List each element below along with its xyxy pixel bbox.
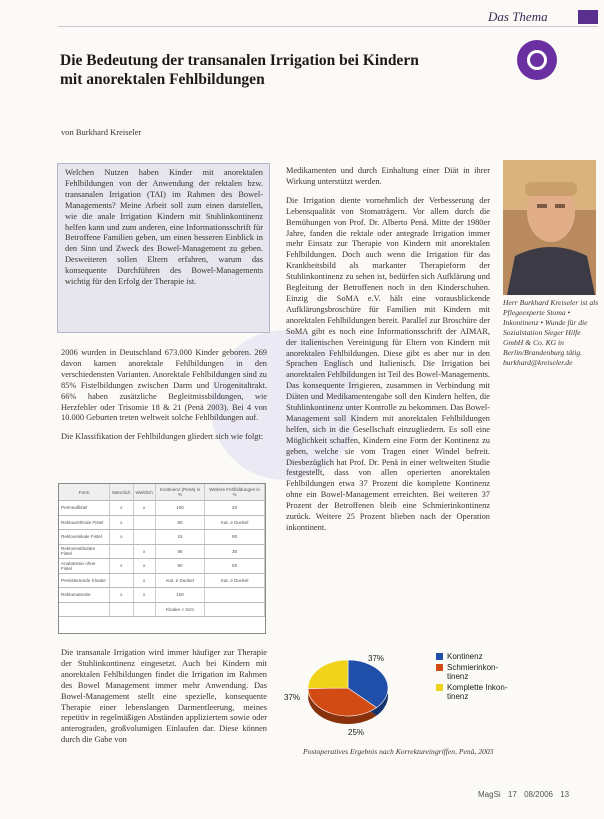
magazine-name: MagSi	[478, 790, 501, 799]
photo-caption: Herr Burkhard Kreiseler ist als Pflegeexperte Stoma • Inkontinenz • Wunde für die Sozialstation Sieger Hilfe GmbH & Co. KG in Berlin/Brandenburg tätig. burkhard@kreiseler.de	[503, 298, 599, 367]
table-cell: x	[110, 588, 133, 603]
page-footer	[478, 790, 574, 799]
table-cell: Kloake < 3cm	[155, 602, 204, 617]
table-cell: x	[133, 501, 155, 516]
legend-label: Komplette Inkon- tinenz	[447, 682, 508, 702]
table-cell: x	[133, 588, 155, 603]
legend-swatch	[436, 664, 443, 671]
table-header-cell: Weiblich	[133, 484, 155, 501]
legend-label: Kontinenz	[447, 652, 483, 661]
table-header-cell: Männlich	[110, 484, 133, 501]
table-cell	[133, 530, 155, 545]
table-cell: 80	[155, 515, 204, 530]
table-cell	[133, 602, 155, 617]
paragraph: Die Klassifikation der Fehlbildungen gliedert sich wie folgt:	[61, 432, 264, 442]
article-author: von Burkhard Kreiseler	[61, 127, 142, 137]
legend-item	[436, 683, 546, 702]
table-cell: Rektourethrale Fistel	[59, 515, 110, 530]
table-cell: x	[110, 501, 133, 516]
table-cell: Rektovestibuläre Fistel	[59, 544, 110, 559]
table-row	[59, 559, 265, 574]
table-cell: 100	[155, 588, 204, 603]
paragraph: Die Irrigation diente vornehmlich der Verbesserung der Lebensqualität von Stomaträgern. Vor allem durch die Bemühungen von Prof. Dr. Alberto Penä. Mitte der 1980er Jahre, fanden die rektale oder antegrade Irrigation immer mehr Einsatz zur Therapie von Kindern mit anorektalen Fehlbildungen. Doch auch wenn die Irrigation für das Krankheitsbild als markanter Therapieform der Stuhlinkontinenz zu sehen ist, bedürfen sich Aufklärung und Begleitung der Betroffenen noch in den Kinderschuhen. Einzig die SoMA e.V. hält eine vorausblickende Aufklärungsbroschüre für Familien mit Kindern mit anorektalen Fehlbildungen bereit. Parallel zur Broschüre der SoMA gibt es noch eine Informationsschrift der AIMAR, der italienischen Vereinigung für Eltern von Kindern mit anorektalen Fehlbildungen. Diese gibt es aber nur in den Sprachen Englisch und Italienisch. Die Irrigation bei anorektalen Fehlbildungen ist Teil des Bowel-Managements. Das konsequente Irrigieren, zusammen in Verbindung mit Diäten und Medikamentengabe soll den Kindern helfen, die Stuhlinkontinenz unter Kontrolle zu bekommen. Das Bowel-Management soll Kindern mit anorektalen Fehlbildungen helfen, sich in die Gesellschaft einzugliedern. Es soll eine Möglichkeit schaffen, Kindern eine Form der Kontinenz zu geben, welche sie vom Tragen einer Windel befreit. Diesbezüglich hat Prof. Dr. Penä in einer weltweiten Studie festgestellt, dass von allen operierten anorektalen Fehlbildungen etwa 37 Prozent die komplette Kontinenz ohne ein Bowel-Management erreichten. Bei weiteren 37 Prozent der Betroffenen bleib eine Schmierinkontinenz zurück. Weitere 25 Prozent blieben nach der Operation inkontinent.	[286, 195, 490, 532]
section-tag: Das Thema	[488, 9, 548, 24]
table-cell: x	[133, 559, 155, 574]
table-cell	[110, 544, 133, 559]
column-1-bottom-text	[61, 648, 267, 754]
table-cell: 15	[155, 530, 204, 545]
column-1-text	[61, 348, 267, 451]
pie-value-label: 37%	[368, 654, 385, 663]
table-header-cell: Weitere Fehlbildungen in %	[205, 484, 265, 501]
chart-caption: Postoperatives Ergebnis nach Korrektureingriffen, Penä, 2003	[303, 747, 494, 756]
paragraph: Medikamenten und durch Einhaltung einer Diät in ihrer Wirkung unterstützt werden.	[286, 166, 490, 186]
intro-text: Welchen Nutzen haben Kinder mit anorektalen Fehlbildungen von der Anwendung der rektalen bzw. transanalen Irrigation (TAI) im Rahmen des Bowel-Managements? Meine Arbeit soll zum einen darstellen, wie die anale Irrigation Kindern mit Stuhlinkontinenz helfen kann und zum anderen, eine Informationsschrift für Betroffene Familien geben, um einen besseren Einblick in den Sinn und Zweck des Bowel-Management zu geben. Desweiteren sollen Eltern erfahren, warum das konsequente Durchführen des Bowel-Managements wichtig für den Erfolg der Therapie ist.	[65, 168, 263, 287]
table-cell: Analatresie ohne Fistel	[59, 559, 110, 574]
article-title: Die Bedeutung der transanalen Irrigation bei Kindern mit anorektalen Fehlbildungen	[60, 52, 419, 88]
table-cell: Kat. e Dunkel	[205, 515, 265, 530]
header-rule	[58, 26, 598, 27]
table-header-cell: Kontinenz (Penä) in %	[155, 484, 204, 501]
table-cell: Perinealfistel	[59, 501, 110, 516]
table-cell	[59, 602, 110, 617]
table-cell: Rektumatresie	[59, 588, 110, 603]
pie-value-label: 37%	[284, 693, 301, 702]
table-cell	[133, 515, 155, 530]
table-cell: 20	[205, 501, 265, 516]
issue-number: 17	[507, 790, 517, 799]
table-cell: 90	[155, 559, 204, 574]
table-cell: x	[133, 544, 155, 559]
table-row	[59, 573, 265, 588]
legend-swatch	[436, 653, 443, 660]
section-color-bar	[578, 10, 598, 24]
table-row	[59, 588, 265, 603]
issue-date: 08/2006	[524, 790, 553, 799]
table-cell	[205, 588, 265, 603]
table-cell: x	[110, 559, 133, 574]
table-header-row	[59, 484, 265, 501]
table-cell: 90	[205, 530, 265, 545]
table-cell: Kat. e Dunkel	[205, 573, 265, 588]
table-cell	[110, 602, 133, 617]
pie-slice-komplette-inkontinenz	[308, 660, 348, 688]
author-photo	[503, 160, 596, 295]
table-header-cell: Form	[59, 484, 110, 501]
table-cell: 50	[205, 559, 265, 574]
table-cell	[205, 602, 265, 617]
table-cell: 95	[155, 544, 204, 559]
table-cell: x	[133, 573, 155, 588]
paragraph: 2006 wurden in Deutschland 673.000 Kinder geboren. 269 davon kamen anorektale Fehlbildungen in den verschiedensten Varianten. Anorektale Fehlbildungen sind zu 85% Fistelbildungen zwischen Darm und Urogenitaltrakt. 66% haben zusätzliche Begleitmissbildungen, wie Herzfehler oder Trisomie 18 & 21 (Penä 2003). Bei 4 von 10.000 Geburten treten weltweit solche Fehlbildungen auf.	[61, 348, 267, 423]
intro-box	[57, 163, 270, 333]
legend-item	[436, 663, 546, 682]
table-row	[59, 515, 265, 530]
legend-swatch	[436, 684, 443, 691]
table-cell: Rektovesikale Fistel	[59, 530, 110, 545]
pie-value-label: 25%	[348, 728, 365, 737]
table-cell: x	[110, 515, 133, 530]
table-cell: 30	[205, 544, 265, 559]
table-cell: Persistierende Kloake	[59, 573, 110, 588]
table-cell	[110, 573, 133, 588]
classification-table	[58, 483, 266, 634]
paragraph: Die transanale Irrigation wird immer häufiger zur Therapie der Stuhlinkontinenz eingesetzt. Auch bei Kindern mit anorektalen Fehlbildungen findet die Irrigation im Rahmen des Bowel Management immer mehr Anwendung. Das Bowel-Management stellt eine spezielle, konsequente Therapie einer lebenslangen Darmentleerung, meines repetitiv in regelmäßigen Abständen appliziertem sowie oder anterograden, großvolumigen Einlaufen dar. Diese können durch die Gabe von	[61, 648, 267, 745]
table-row	[59, 501, 265, 516]
table-cell: x	[110, 530, 133, 545]
legend-item	[436, 652, 546, 662]
table-row	[59, 530, 265, 545]
table-row	[59, 544, 265, 559]
column-2-text	[286, 166, 490, 542]
legend-label: Schmierinkon- tinenz	[447, 662, 499, 682]
page-number: 13	[560, 790, 570, 799]
table-cell: 100	[155, 501, 204, 516]
table-cell: Kat. e Dunkel	[155, 573, 204, 588]
table-row	[59, 602, 265, 617]
section-logo-icon	[517, 40, 557, 80]
pie-legend	[436, 652, 546, 703]
